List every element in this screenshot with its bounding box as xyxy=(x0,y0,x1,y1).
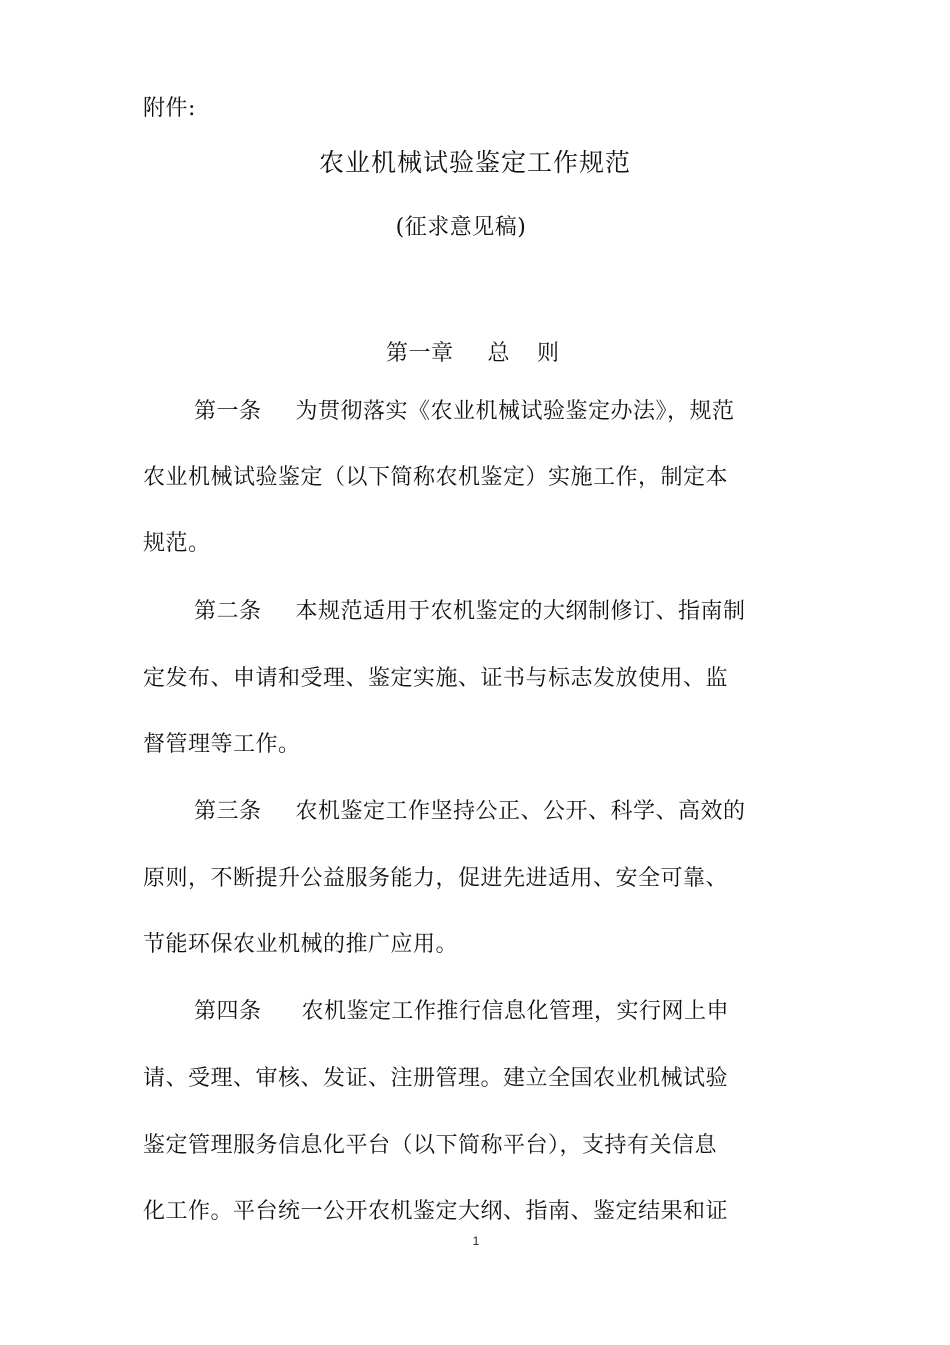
article-1-line: 规范。 xyxy=(143,531,211,556)
article-2-first-line xyxy=(194,597,746,627)
article-3-text: 农机鉴定工作坚持公正、公开、科学、高效的 xyxy=(295,799,746,824)
article-2-line: 督管理等工作。 xyxy=(143,732,301,757)
article-4-head: 第四条 xyxy=(194,999,262,1024)
article-3-first-line xyxy=(194,797,746,827)
article-2-head: 第二条 xyxy=(194,599,262,624)
article-4-first-line xyxy=(194,997,729,1027)
article-3-line: 原则，不断提升公益服务能力，促进先进适用、安全可靠、 xyxy=(143,866,729,891)
article-3-head: 第三条 xyxy=(194,799,262,824)
article-1-first-line xyxy=(194,397,735,427)
article-2-line: 定发布、申请和受理、鉴定实施、证书与标志发放使用、监 xyxy=(143,666,729,691)
chapter-name-part1: 总 xyxy=(487,341,511,366)
article-4-line: 鉴定管理服务信息化平台（以下简称平台），支持有关信息 xyxy=(143,1133,718,1158)
article-4-line: 请、受理、审核、发证、注册管理。建立全国农业机械试验 xyxy=(143,1066,729,1091)
article-4-text: 农机鉴定工作推行信息化管理，实行网上申 xyxy=(301,999,730,1024)
article-1-line: 农业机械试验鉴定（以下简称农机鉴定）实施工作，制定本 xyxy=(143,465,729,490)
chapter-number: 第一章 xyxy=(386,341,454,366)
article-1-text: 为贯彻落实《农业机械试验鉴定办法》，规范 xyxy=(295,399,735,424)
article-2-text: 本规范适用于农机鉴定的大纲制修订、指南制 xyxy=(295,599,746,624)
chapter-name-part2: 则 xyxy=(537,341,560,366)
article-4-line: 化工作。平台统一公开农机鉴定大纲、指南、鉴定结果和证 xyxy=(143,1199,729,1224)
page-number: 1 xyxy=(472,1234,480,1248)
document-subtitle: (征求意见稿) xyxy=(395,215,527,240)
chapter-heading xyxy=(386,339,560,369)
attachment-label: 附件: xyxy=(143,96,196,121)
article-1-head: 第一条 xyxy=(194,399,262,424)
article-3-line: 节能环保农业机械的推广应用。 xyxy=(143,932,459,957)
document-title: 农业机械试验鉴定工作规范 xyxy=(318,148,631,177)
